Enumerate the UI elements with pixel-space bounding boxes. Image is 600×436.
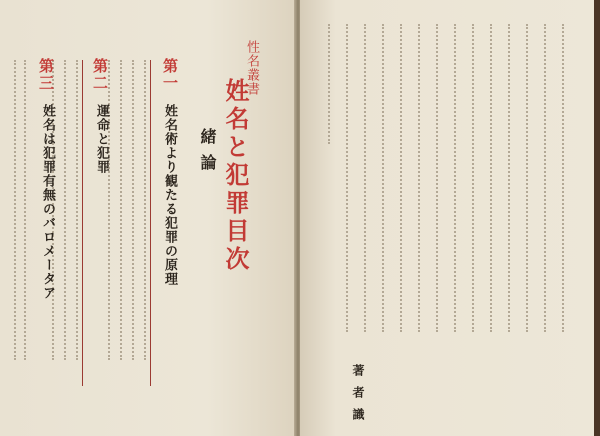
book-title: 姓名と犯罪目次 [221,78,250,274]
chapter-1-label: 第一 [161,58,179,92]
book-cover-edge [594,0,600,436]
chapter-2-rule [82,60,83,386]
chapter-3-label: 第三 [37,58,55,92]
preface-page [300,0,600,436]
chapter-2-title: 運命と犯罪 [94,104,109,174]
chapter-3-title: 姓名は犯罪有無のバロメータア [40,104,55,300]
chapter-1-title: 姓名術より観たる犯罪の原理 [162,104,177,286]
intro-heading: 緒論 [198,128,217,180]
series-label: 性名叢書 [244,40,259,96]
table-of-contents-page [0,0,296,436]
chapter-1-rule [150,60,151,386]
chapter-2-label: 第二 [91,58,109,92]
preface-signature: 著者識 [351,364,365,430]
